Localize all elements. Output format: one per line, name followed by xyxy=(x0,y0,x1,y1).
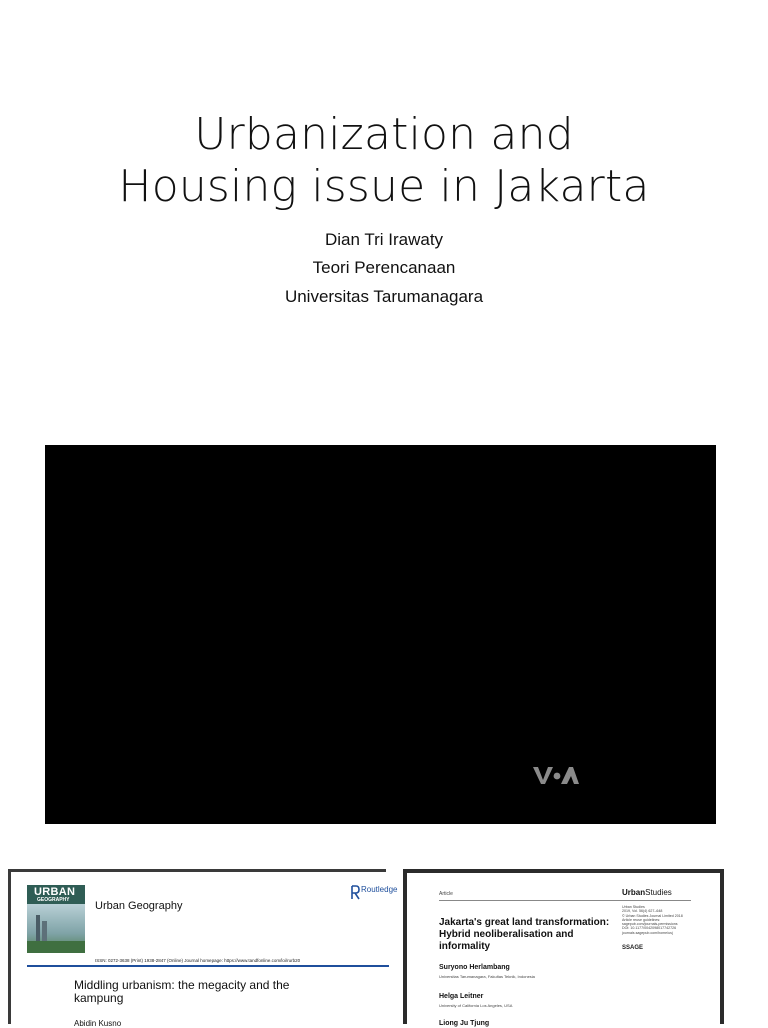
journal-title: Urban Geography xyxy=(95,900,183,912)
author-affiliation: Universitas Tarumanagara, Fakultas Teknik, Indonesia xyxy=(439,974,535,979)
article-title: Middling urbanism: the megacity and the kampung xyxy=(74,978,290,1005)
header-rule xyxy=(27,965,389,967)
title-slide xyxy=(0,0,768,440)
cover-subtitle: GEOGRAPHY xyxy=(37,897,70,903)
cover-title: URBAN xyxy=(34,886,76,898)
paper-thumbnail-land-transformation[interactable] xyxy=(403,869,724,1027)
issn-line: ISSN: 0272-3638 (Print) 1938-2847 (Online) Journal homepage: https://www.tandfonline.com/loi/rurb20 xyxy=(95,958,301,963)
routledge-logo-icon xyxy=(351,885,360,900)
meta-line: © Urban Studies Journal Limited 2018 xyxy=(622,913,683,918)
voa-logo-icon xyxy=(533,764,579,786)
article-author: Abidin Kusno xyxy=(74,1019,122,1028)
publisher-name: Routledge xyxy=(361,885,398,894)
author-name: Helga Leitner xyxy=(439,993,484,1000)
journal-metadata xyxy=(622,905,683,935)
meta-line: 2019, Vol. 56(4) 627–648 xyxy=(622,909,663,914)
article-title: Jakarta's great land transformation: Hybrid neoliberalisation and informality xyxy=(439,917,610,952)
journal-name-prefix: Urban xyxy=(622,888,646,897)
paper-thumbnail-middling-urbanism[interactable] xyxy=(8,869,398,1028)
author-name: Liong Ju Tjung xyxy=(439,1020,490,1027)
header-rule xyxy=(439,900,691,901)
course-name: Teori Perencanaan xyxy=(312,258,456,277)
author-affiliation: University of California Los Angeles, USA xyxy=(439,1003,513,1008)
meta-line: DOI: 10.1177/0042098017742726 xyxy=(622,926,677,931)
slide-title-line-1: Urbanization and xyxy=(194,109,574,160)
meta-line: Article reuse guidelines: xyxy=(622,917,661,922)
sage-logo: SSAGE xyxy=(622,945,644,951)
meta-line: journals.sagepub.com/home/usj xyxy=(622,930,673,935)
journal-name-suffix: Studies xyxy=(645,888,672,897)
article-type-label: Article xyxy=(439,891,453,897)
journal-name xyxy=(622,888,672,897)
journal-cover-image xyxy=(27,885,85,953)
presenter-name: Dian Tri Irawaty xyxy=(324,230,444,249)
slide-title-line-2: Housing issue in Jakarta xyxy=(118,161,650,212)
author-name: Suryono Herlambang xyxy=(439,964,510,971)
university-name: Universitas Tarumanagara xyxy=(284,287,484,306)
meta-line: Urban Studies xyxy=(622,905,645,909)
meta-line: sagepub.com/journals-permissions xyxy=(622,922,678,927)
video-player[interactable] xyxy=(45,445,716,824)
